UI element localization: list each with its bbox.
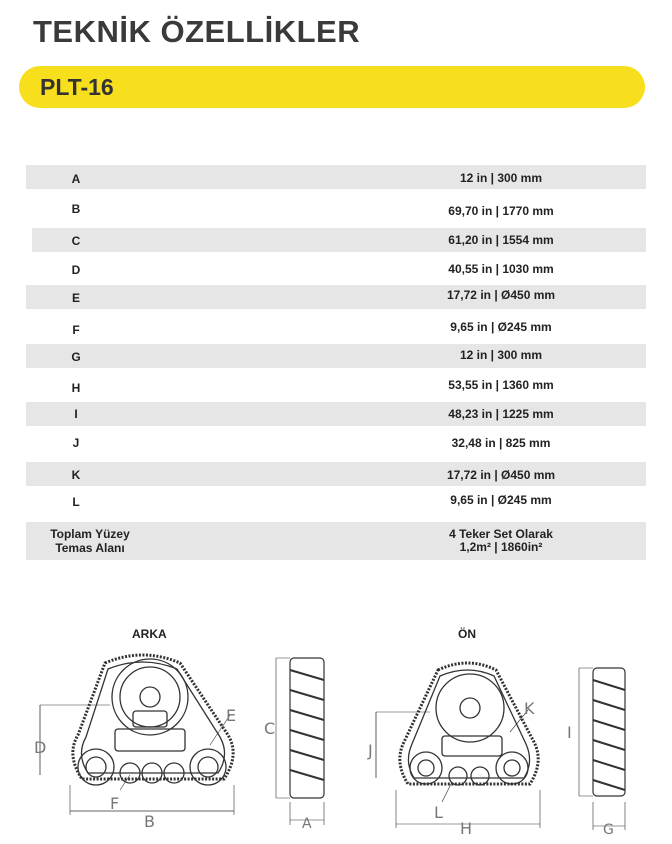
spec-row-e [26, 285, 646, 309]
spec-row-f [26, 315, 646, 341]
dim-label-h: H [460, 819, 473, 834]
dim-label-f: F [110, 794, 120, 813]
contact-value-line2: 1,2m² | 1860in² [459, 540, 543, 554]
dim-label-a: A [302, 816, 312, 830]
model-name: PLT-16 [40, 74, 114, 100]
spec-key [30, 527, 150, 555]
dim-label-c: C [264, 719, 276, 738]
spec-row-contact-area [26, 522, 646, 560]
spec-key: C [71, 234, 81, 248]
spec-key: L [72, 495, 80, 509]
spec-key: I [74, 407, 78, 421]
spec-value: 17,72 in | Ø450 mm [446, 468, 556, 482]
spec-value: 48,23 in | 1225 mm [448, 407, 554, 421]
spec-value: 69,70 in | 1770 mm [448, 204, 554, 218]
dim-label-l: L [434, 803, 443, 822]
spec-row-g [26, 344, 646, 368]
spec-key: B [71, 202, 81, 216]
spec-key: J [72, 436, 80, 450]
spec-row-k [26, 462, 646, 486]
contact-key-line2: Temas Alanı [55, 541, 125, 555]
spec-key: D [71, 263, 81, 277]
rear-view-label: ARKA [132, 627, 167, 641]
front-side-profile-drawing [565, 662, 635, 837]
front-view-label: ÖN [458, 627, 476, 641]
spec-row-i [26, 402, 646, 426]
spec-row-j [26, 431, 646, 457]
dim-label-k: K [524, 699, 535, 718]
contact-value-line1: 4 Teker Set Olarak [449, 527, 553, 541]
spec-key: G [71, 350, 81, 364]
spec-value: 61,20 in | 1554 mm [448, 233, 554, 247]
spec-row-b [26, 195, 646, 221]
dim-label-b: B [144, 812, 155, 831]
spec-value: 32,48 in | 825 mm [451, 436, 551, 450]
dim-label-e: E [226, 706, 237, 725]
spec-value: 9,65 in | Ø245 mm [450, 493, 552, 507]
spec-value [356, 528, 646, 554]
dim-label-g: G [603, 822, 614, 837]
spec-value: 40,55 in | 1030 mm [448, 262, 554, 276]
dim-label-i: I [567, 723, 572, 742]
spec-key: K [71, 468, 81, 482]
spec-key: A [71, 172, 81, 186]
contact-key-line1: Toplam Yüzey [50, 527, 130, 541]
dim-label-j: J [368, 741, 373, 760]
spec-row-c [32, 228, 646, 252]
dim-label-d: D [34, 738, 47, 757]
spec-row-l [26, 490, 646, 516]
spec-value: 17,72 in | Ø450 mm [446, 288, 556, 302]
rear-track-drawing [30, 645, 250, 835]
spec-key: H [71, 381, 81, 395]
spec-row-a [26, 165, 646, 189]
spec-row-d [26, 257, 646, 281]
spec-key: E [71, 291, 80, 305]
front-track-drawing [360, 652, 560, 834]
spec-value: 12 in | 300 mm [459, 348, 543, 362]
rear-side-profile-drawing [262, 650, 332, 830]
spec-row-h [26, 373, 646, 399]
model-banner [19, 66, 645, 108]
spec-value: 12 in | 300 mm [459, 171, 543, 185]
spec-key: F [72, 323, 80, 337]
page-title: TEKNİK ÖZELLİKLER [33, 14, 361, 49]
spec-value: 9,65 in | Ø245 mm [450, 320, 552, 334]
spec-value: 53,55 in | 1360 mm [448, 378, 554, 392]
